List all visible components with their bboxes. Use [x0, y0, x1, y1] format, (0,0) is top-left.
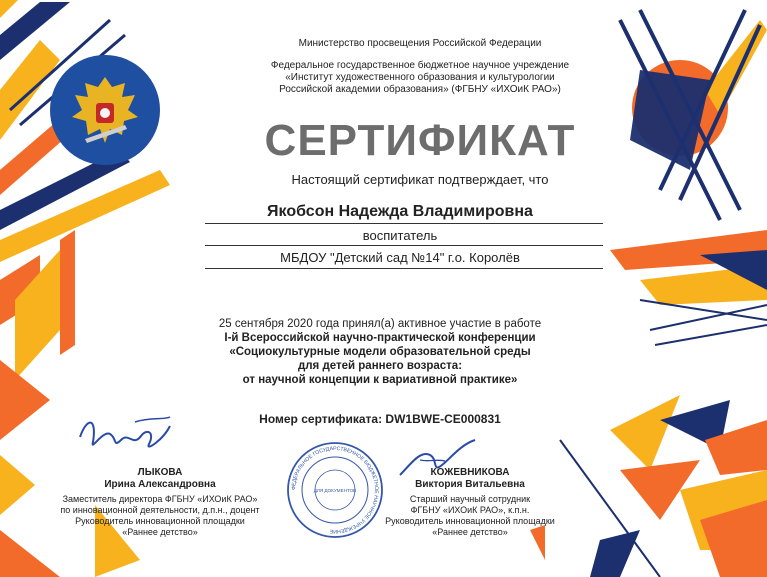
- body-line-3: «Социокультурные модели образовательной среды: [229, 346, 531, 358]
- institution-line-3: Российской академии образования» (ФГБНУ «ИХОиК РАО»): [279, 84, 561, 95]
- recipient-position-underline: [205, 245, 603, 246]
- right-signatory-surname: КОЖЕВНИКОВА: [430, 467, 510, 478]
- body-line-2: I-й Всероссийской научно-практической конференции: [224, 332, 536, 344]
- left-signatory-role-1: Заместитель директора ФГБНУ «ИХОиК РАО»: [62, 494, 258, 504]
- svg-text:ДЛЯ ДОКУМЕНТОВ: ДЛЯ ДОКУМЕНТОВ: [313, 488, 357, 493]
- left-signatory-role-2: по инновационной деятельности, д.п.н., доцент: [60, 505, 260, 515]
- recipient-name: Якобсон Надежда Владимировна: [267, 203, 533, 220]
- institution-line-1: Федеральное государственное бюджетное научное учреждение: [270, 60, 570, 71]
- body-line-5: от научной концепции к вариативной практике»: [242, 374, 518, 386]
- institution-line-2: «Институт художественного образования и культурологии: [285, 72, 555, 83]
- recipient-name-underline: [205, 223, 603, 224]
- left-signatory-name: Ирина Александровна: [104, 479, 216, 490]
- right-signatory-role-3: Руководитель инновационной площадки: [385, 516, 555, 526]
- svg-text:ФЕДЕРАЛЬНОЕ ГОСУДАРСТВЕННОЕ БЮ: ФЕДЕРАЛЬНОЕ ГОСУДАРСТВЕННОЕ БЮДЖЕТНОЕ НАУЧНОЕ УЧРЕЖДЕНИЕ: [290, 445, 380, 535]
- left-signatory-role-4: «Раннее детство»: [122, 527, 198, 537]
- right-signatory-role-1: Старший научный сотрудник: [409, 494, 531, 504]
- recipient-position: воспитатель: [362, 228, 438, 243]
- recipient-organization: МБДОУ "Детский сад №14" г.о. Королёв: [280, 250, 520, 265]
- body-line-1: 25 сентября 2020 года принял(а) активное участие в работе: [218, 318, 542, 330]
- certificate-title: СЕРТИФИКАТ: [264, 116, 576, 165]
- left-signatory-role-3: Руководитель инновационной площадки: [75, 516, 245, 526]
- ministry-name: Министерство просвещения Российской Федерации: [298, 38, 542, 49]
- certificate-number: Номер сертификата: DW1BWE-CE000831: [259, 412, 501, 426]
- confirm-text: Настоящий сертификат подтверждает, что: [291, 172, 549, 187]
- left-signature: [75, 412, 175, 457]
- russian-coat-of-arms-icon: [50, 55, 160, 165]
- body-line-4: для детей раннего возраста:: [297, 360, 463, 372]
- bottom-right-shapes: [530, 395, 767, 577]
- right-signatory-name: Виктория Витальевна: [415, 479, 525, 490]
- recipient-organization-underline: [205, 268, 603, 269]
- right-shapes: [610, 10, 767, 345]
- right-signatory-role-4: «Раннее детство»: [432, 527, 508, 537]
- left-signatory-surname: ЛЫКОВА: [137, 467, 183, 478]
- right-signatory-role-2: ФГБНУ «ИХОиК РАО», к.п.н.: [410, 505, 530, 515]
